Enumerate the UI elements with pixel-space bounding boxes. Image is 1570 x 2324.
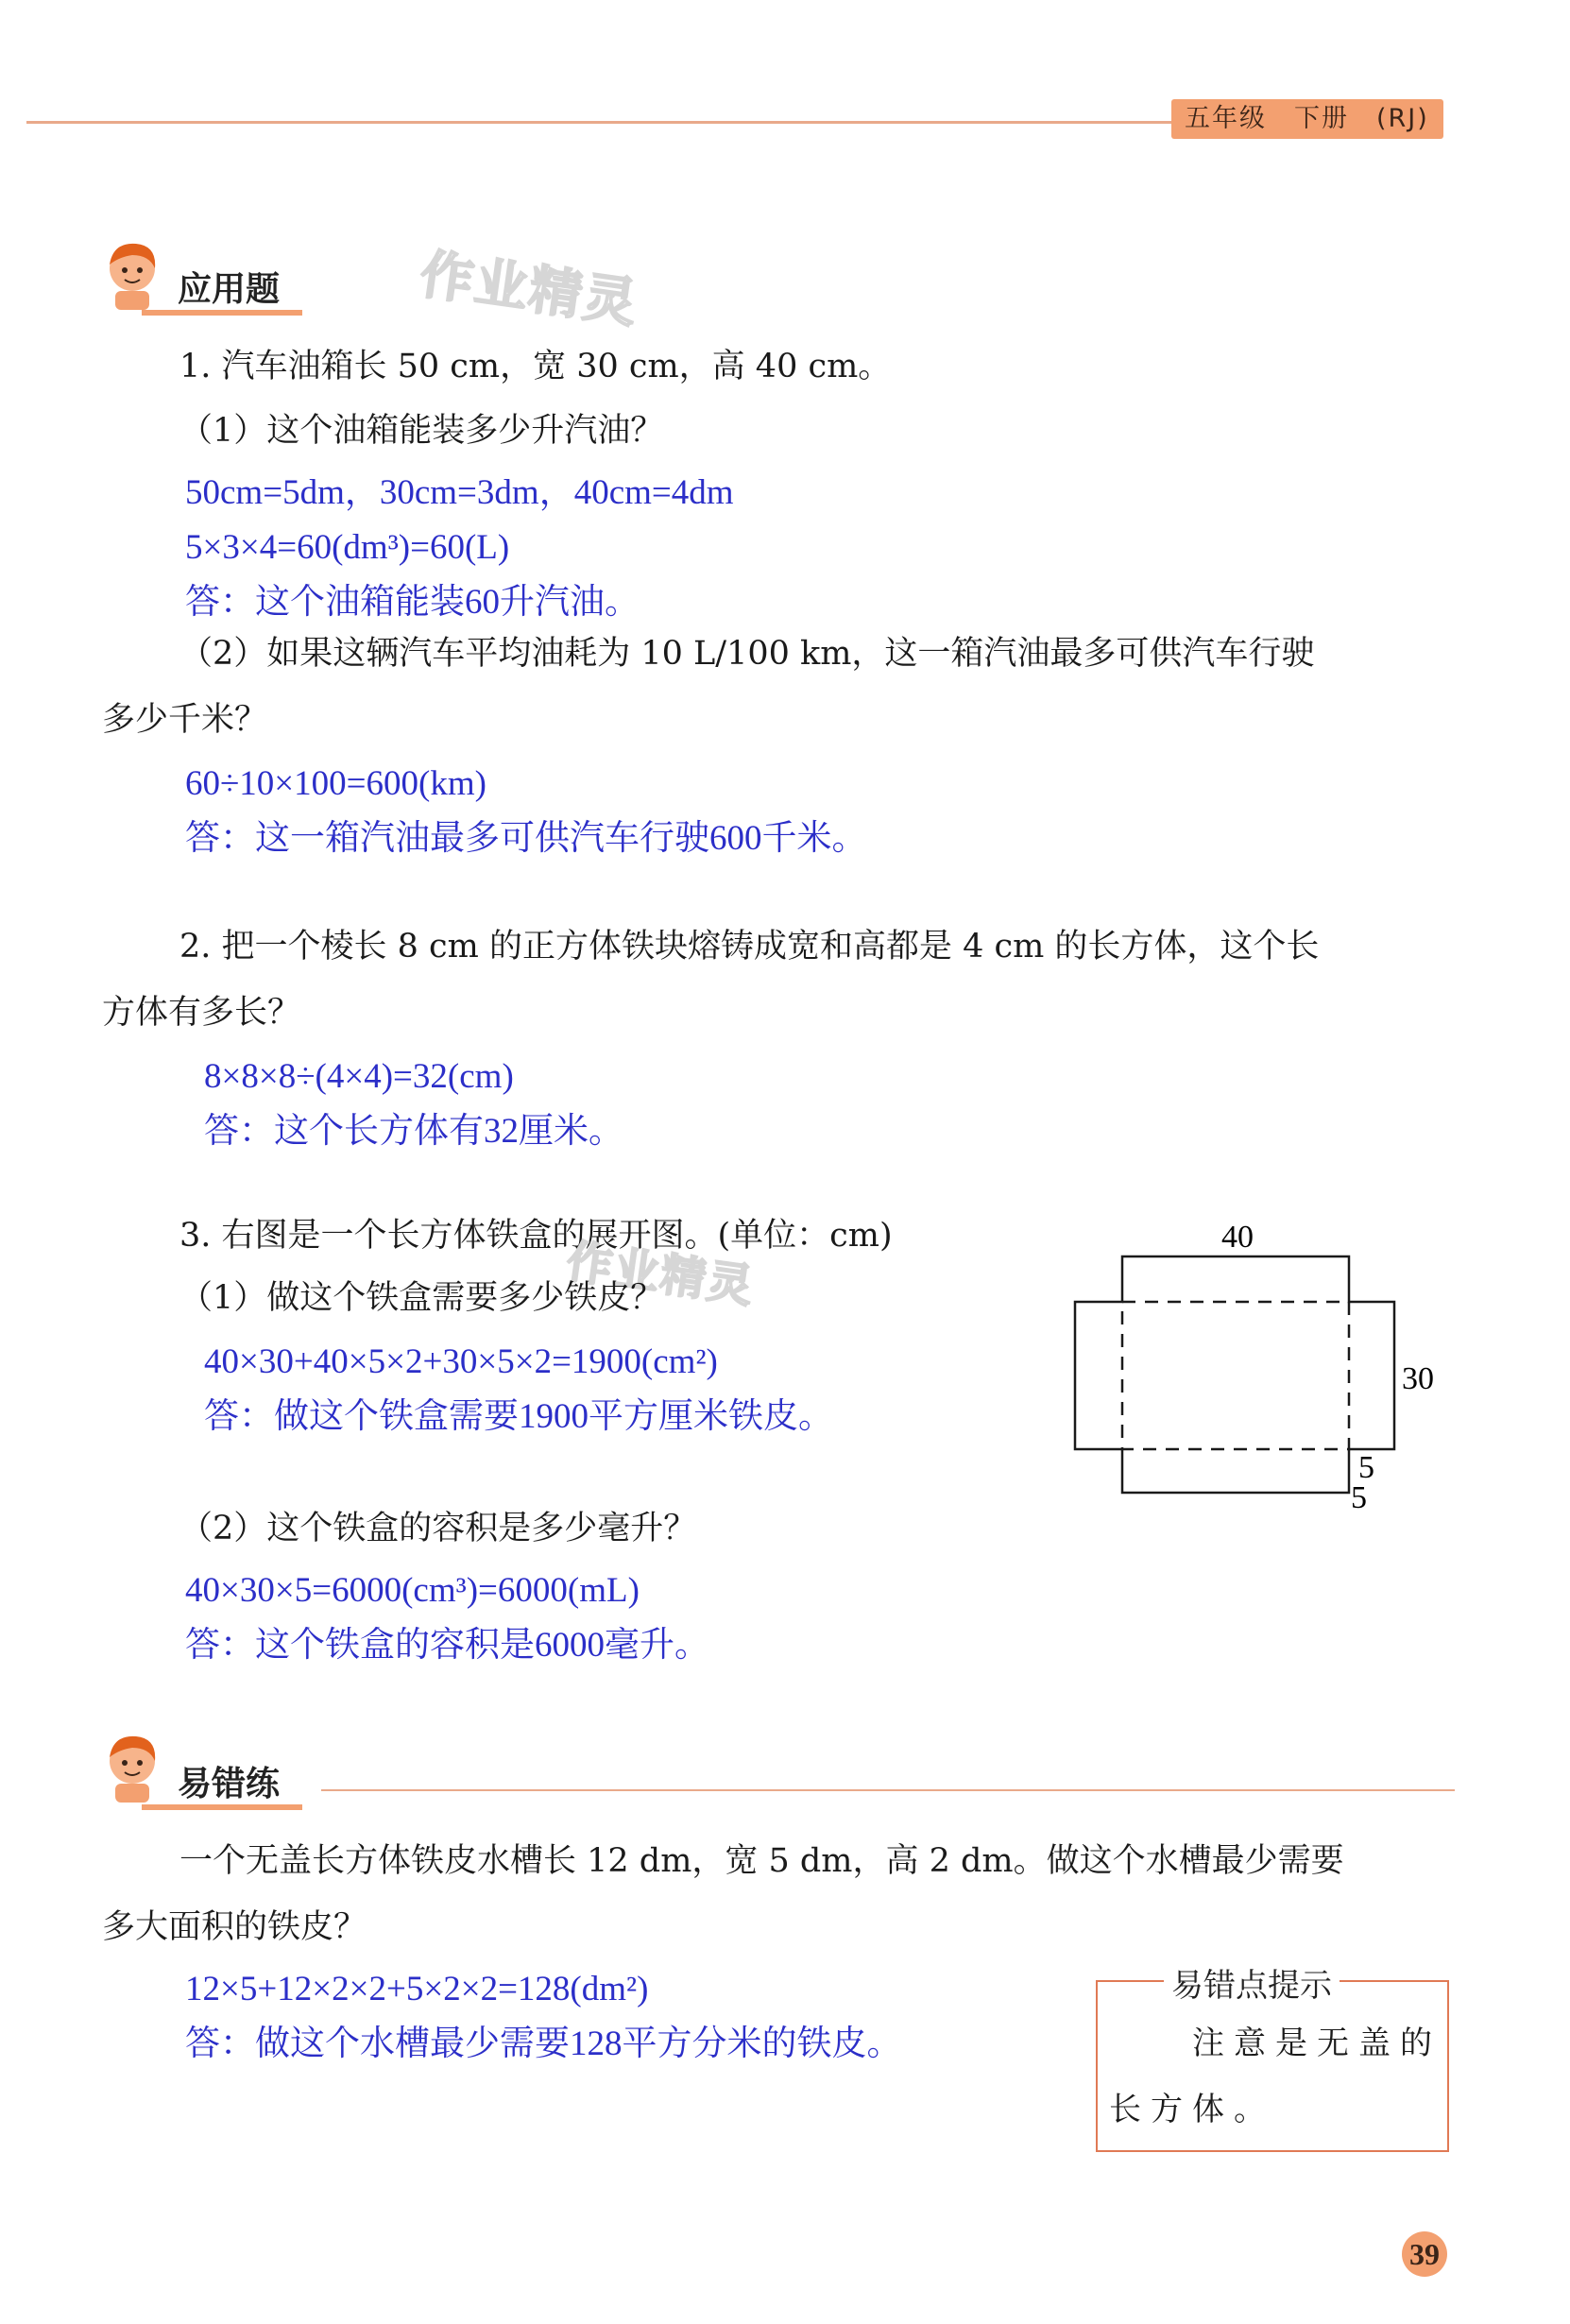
grade-tag: 五年级 下册 (RJ) [1171, 99, 1443, 139]
box-net-diagram [1058, 1209, 1474, 1521]
q2-line1: 2. 把一个棱长 8 cm 的正方体铁块熔铸成宽和高都是 4 cm 的长方体，这个长 [179, 928, 1320, 965]
q4-line1: 一个无盖长方体铁皮水槽长 12 dm，宽 5 dm，高 2 dm。做这个水槽最少需要 [179, 1842, 1344, 1880]
header-rule [26, 121, 1171, 124]
page-number: 39 [1402, 2231, 1447, 2277]
q4-ans-line2: 答：做这个水槽最少需要128平方分米的铁皮。 [185, 2025, 902, 2063]
watermark: 作业精灵 [563, 1235, 759, 1314]
q1-part2-line2: 多少千米？ [102, 701, 268, 739]
q1-part1-ans-line2: 5×3×4=60(dm³)=60(L) [185, 528, 510, 567]
section-underline [142, 1804, 302, 1810]
q4-line2: 多大面积的铁皮？ [102, 1908, 367, 1946]
q3-part1-ans-line1: 40×30+40×5×2+30×5×2=1900(cm²) [204, 1342, 718, 1381]
q3-part2-ans-line1: 40×30×5=6000(cm³)=6000(mL) [185, 1571, 640, 1610]
label-length: 40 [1221, 1220, 1254, 1255]
q4-ans-line1: 12×5+12×2×2+5×2×2=128(dm²) [185, 1970, 649, 2008]
q3-stem: 3. 右图是一个长方体铁盒的展开图。(单位：cm) [179, 1217, 893, 1255]
q2-ans-line2: 答：这个长方体有32厘米。 [204, 1112, 623, 1151]
q1-part1-ans-line3: 答：这个油箱能装60升汽油。 [185, 583, 640, 622]
q3-part2-ans-line2: 答：这个铁盒的容积是6000毫升。 [185, 1626, 709, 1665]
q2-line2: 方体有多长？ [102, 994, 301, 1032]
q3-part1: （1）做这个铁盒需要多少铁皮？ [179, 1279, 664, 1317]
q3-part1-ans-line2: 答：做这个铁盒需要1900平方厘米铁皮。 [204, 1397, 833, 1436]
label-width: 30 [1402, 1361, 1434, 1396]
q2-ans-line1: 8×8×8÷(4×4)=32(cm) [204, 1057, 514, 1096]
watermark: 作业精灵 [416, 244, 642, 335]
tip-title: 易错点提示 [1164, 1959, 1340, 2006]
q1-part2-ans-line1: 60÷10×100=600(km) [185, 764, 486, 803]
q1-part2-line1: （2）如果这辆汽车平均油耗为 10 L/100 km，这一箱汽油最多可供汽车行驶 [179, 635, 1315, 673]
tip-text-line1: 注意是无盖的 [1192, 2025, 1442, 2062]
label-height-a: 5 [1358, 1450, 1374, 1485]
q1-part1: （1）这个油箱能装多少升汽油？ [179, 412, 664, 450]
section-title-application: 应用题 [178, 270, 281, 309]
q1-part1-ans-line1: 50cm=5dm，30cm=3dm，40cm=4dm [185, 473, 734, 512]
section-title-error-practice: 易错练 [178, 1765, 281, 1803]
tip-text-line2: 长方体。 [1109, 2091, 1275, 2128]
label-height-b: 5 [1351, 1480, 1367, 1515]
section-underline [142, 310, 302, 316]
mascot-icon [94, 1729, 170, 1804]
q1-part2-ans-line2: 答：这一箱汽油最多可供汽车行驶600千米。 [185, 819, 867, 858]
q1-stem: 1. 汽车油箱长 50 cm，宽 30 cm，高 40 cm。 [179, 348, 892, 385]
q3-part2: （2）这个铁盒的容积是多少毫升？ [179, 1510, 697, 1547]
section-rule [321, 1789, 1455, 1791]
mascot-icon [94, 236, 170, 312]
